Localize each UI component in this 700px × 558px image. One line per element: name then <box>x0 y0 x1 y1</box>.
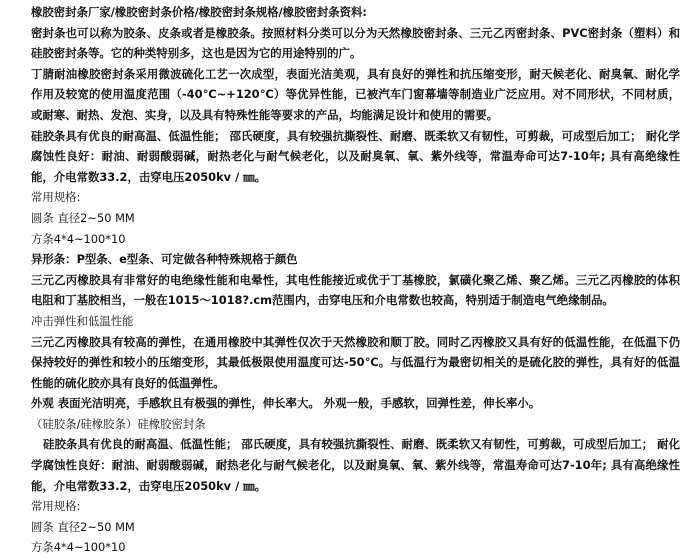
heading-silicone-seal: （硅胶条/硅橡胶条）硅橡胶密封条 <box>31 416 206 431</box>
heading-impact-elasticity: 冲击弹性和低温性能 <box>31 313 134 328</box>
spec-square-strip: 方条4*4~100*10 <box>31 231 126 246</box>
paragraph-epdm-electrical: 三元乙丙橡胶具有非常好的电绝缘性能和电晕性，其电性能接近或优于丁基橡胶，氯磺化聚乙烯、聚乙烯。三元乙丙橡胶的体积电阻和丁基胶相当，一般在1015～1018?.cm范围内，击穿电压和介电常数也较高，特别适于制造电气绝缘制品。 <box>31 272 680 308</box>
paragraph-appearance: 外观 表面光洁明亮，手感软且有极强的弹性，伸长率大。 外观一般，手感软，回弹性差，伸长率小。 <box>31 396 541 411</box>
spec-profile-strip: 异形条：P型条、e型条、可定做各种特殊规格于颜色 <box>31 252 298 267</box>
heading-common-specs: 常用规格: <box>31 190 81 205</box>
paragraph-nitrile-seal: 丁腈耐油橡胶密封条采用微波硫化工艺一次成型，表面光洁美观，具有良好的弹性和抗压缩变形，耐天候老化、耐臭氧、耐化学作用及较宽的使用温度范围（-40℃~+120℃）等优异性能，已被汽车门窗幕墙等制造业广泛应用。对不同形状，不同材质，或耐寒、耐热、发泡、实身，以及具有特殊性能等要求的产品，均能满足设计和使用的需要。 <box>31 66 680 122</box>
paragraph-silicone-properties-repeat: 硅胶条具有优良的耐高温、低温性能； 邵氏硬度，具有较强抗撕裂性、耐磨、既柔软又有韧性，可剪裁，可成型后加工； 耐化学腐蚀性良好：耐油、耐弱酸弱碱，耐热老化与耐气候老化，以及耐臭氧、氧、紫外线等，常温寿命可达7-10年; 具有高绝缘性能，介电常数33.2，击穿电压2050kv / ㎜。 <box>31 437 680 493</box>
heading-common-specs-repeat: 常用规格: <box>31 499 81 514</box>
title-line: 橡胶密封条厂家/橡胶密封条价格/橡胶密封条规格/橡胶密封条资料: <box>31 5 367 19</box>
spec-square-strip-repeat: 方条4*4~100*10 <box>31 540 126 555</box>
paragraph-silicone-properties: 硅胶条具有优良的耐高温、低温性能； 邵氏硬度，具有较强抗撕裂性、耐磨、既柔软又有韧性，可剪裁，可成型后加工； 耐化学腐蚀性良好：耐油、耐弱酸弱碱，耐热老化与耐气候老化，以及耐臭氧、氧、紫外线等，常温寿命可达7-10年; 具有高绝缘性能，介电常数33.2，击穿电压2050kv / ㎜。 <box>31 128 680 184</box>
spec-round-strip: 圆条 直径2~50 MM <box>31 210 135 225</box>
paragraph-seal-types: 密封条也可以称为胶条、皮条或者是橡胶条。按照材料分类可以分为天然橡胶密封条、三元乙丙密封条、PVC密封条（塑料）和硅胶密封条等。它的种类特别多，这也是因为它的用途特别的广。 <box>31 25 680 61</box>
paragraph-epdm-elasticity: 三元乙丙橡胶具有较高的弹性，在通用橡胶中其弹性仅次于天然橡胶和顺丁胶。同时乙丙橡胶又具有好的低温性能，在低温下仍保持较好的弹性和较小的压缩变形，其最低极限使用温度可达-50℃。与低温行为最密切相关的是硫化胶的弹性，具有好的低温性能的硫化胶亦具有良好的低温弹性。 <box>31 334 680 390</box>
spec-round-strip-repeat: 圆条 直径2~50 MM <box>31 519 135 534</box>
